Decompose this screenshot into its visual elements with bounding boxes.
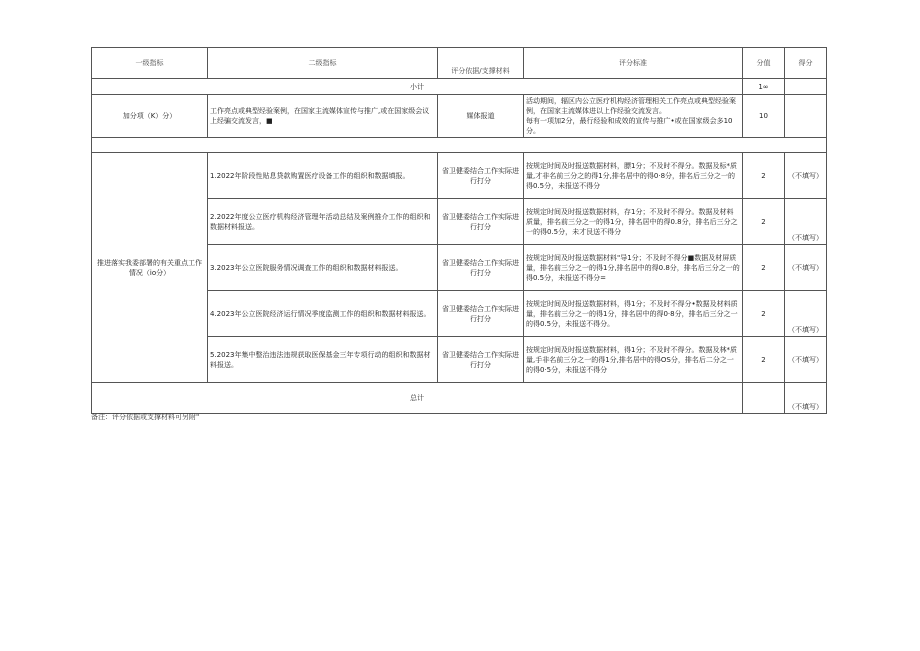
total-got: （不填写）: [785, 383, 827, 414]
table-row: [92, 153, 827, 199]
item-criteria: 按规定时间及时报送数据材料，存1分；不及时不得分。数据及材料质量，排名前三分之一的得1分，排名居中的得0.8分，排名后三分之一的得0.5分，未才艮送不得分: [524, 199, 743, 245]
item-got: （不填写）: [785, 199, 827, 245]
header-got: 得分: [785, 48, 827, 79]
total-row: [92, 383, 827, 414]
header-basis: 评分依据/支撑材料: [438, 48, 524, 79]
scoring-table: [91, 47, 827, 414]
item-got: （不填写）: [785, 245, 827, 291]
item-basis: 省卫健委结合工作实际进行打分: [438, 245, 524, 291]
bonus-basis: 媒体报道: [438, 95, 524, 138]
item-score: 2: [743, 245, 785, 291]
item-level2: 1.2022年阶段性贴息贷款购置医疗设备工作的组织和数据填报。: [208, 153, 438, 199]
footnote: 备注：评分依据或支撑材料可另附": [91, 413, 200, 421]
total-score: [743, 383, 785, 414]
header-criteria: 评分标准: [524, 48, 743, 79]
subtotal-got: [785, 79, 827, 95]
spacer-cell: [92, 138, 827, 153]
item-basis: 省卫健委结合工作实际进行打分: [438, 153, 524, 199]
bonus-level2: 工作亮点或典型经验案例，在国家主流媒体宣传与推广,或在国家级会议上经骗交流发言，■: [208, 95, 438, 138]
item-criteria: 按规定时间及时报送数据材料，得1分；不及时不得分•数据及材料质量，排名前三分之一的得1分，排名居中的得0·8分，排名后三分之一的得0.5分，未报送不得分。: [524, 291, 743, 337]
subtotal-row: [92, 79, 827, 95]
item-score: 2: [743, 199, 785, 245]
item-got: （不填写）: [785, 337, 827, 383]
total-label: 总计: [92, 383, 743, 414]
bonus-row: [92, 95, 827, 138]
bonus-score: 10: [743, 95, 785, 138]
header-row: [92, 48, 827, 79]
item-level2: 3.2023年公立医院服务情况调查工作的组织和数据材料报送。: [208, 245, 438, 291]
item-level2: 4.2023年公立医院经济运行情况季度监测工作的组织和数据材料报送。: [208, 291, 438, 337]
item-level2: 5.2023年集中整治违法违规获取医保基金三年专项行动的组织和数据材料报送。: [208, 337, 438, 383]
item-level2: 2.2022年度公立医疗机构经济管理年活动总结及案例推介工作的组织和数据材料报送。: [208, 199, 438, 245]
scoring-sheet: [91, 47, 826, 414]
header-level1: 一级指标: [92, 48, 208, 79]
group-level1: 推进落实我委部署的有关重点工作情况（io分）: [92, 153, 208, 383]
subtotal-value: 1∞: [743, 79, 785, 95]
header-level2: 二级指标: [208, 48, 438, 79]
spacer-row: [92, 138, 827, 153]
item-basis: 省卫健委结合工作实际进行打分: [438, 199, 524, 245]
bonus-level1: 加分项（K）分）: [92, 95, 208, 138]
item-got: （不填写）: [785, 291, 827, 337]
item-criteria: 按规定时间及时报送数据材料"导1分；不及时不得分■数据及材屏质量，排名前三分之一的得1分,排名居中的得0.8分，排名后三分之一的得0.5分，未报送不得分=: [524, 245, 743, 291]
item-score: 2: [743, 337, 785, 383]
bonus-criteria: 活动期间，辐区内公立医疗机构经济管理相关工作亮点或典型经验案例，在国家主流媒体进以上作经验交流发言。 每有一项加2分，最行经验和成效的宣传与推广•或在国家级会多10分。: [524, 95, 743, 138]
header-score: 分值: [743, 48, 785, 79]
item-criteria: 按规定时间及时报送数据材料，膘1分；不及时不得分。数据及标*质量,才非名前三分之的得1分,排名居中的得0·8分，排名后三分之一的得0.5分，未报送不得分: [524, 153, 743, 199]
item-basis: 省卫健委结合工作实际进行打分: [438, 337, 524, 383]
item-score: 2: [743, 291, 785, 337]
subtotal-label: 小计: [92, 79, 743, 95]
bonus-got: [785, 95, 827, 138]
item-got: （不填写）: [785, 153, 827, 199]
item-criteria: 按规定时间及时报送数据材料，得1分；不及时不得分。数据及林*质量,手非名前三分之一的得1分,排名居中的得OS分，排名后二分之一的得0·5分，未报送不得分: [524, 337, 743, 383]
item-score: 2: [743, 153, 785, 199]
item-basis: 省卫健委结合工作实际进行打分: [438, 291, 524, 337]
